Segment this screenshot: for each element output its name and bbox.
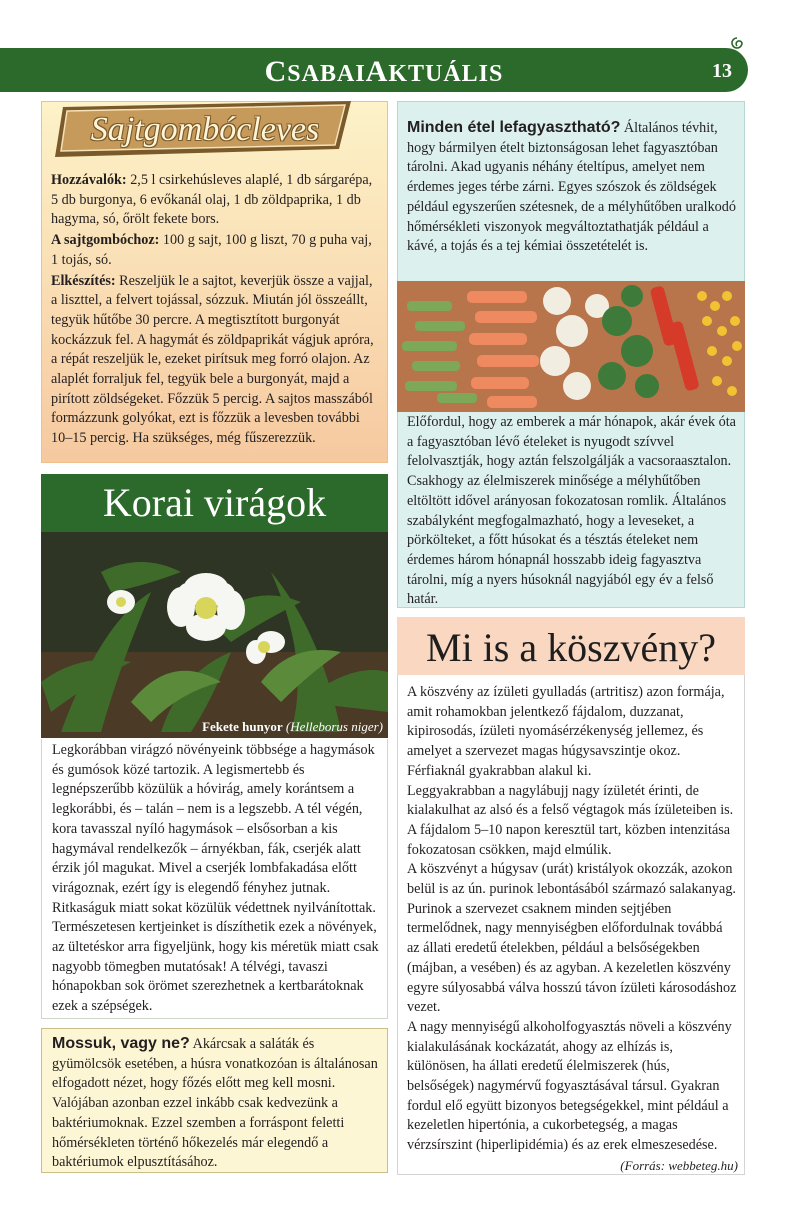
- koszveny-paragraph: Leggyakrabban a nagylábujj nagy ízületét érinti, de kialakulhat az alsó és a felső végtagok más ízületeiben is. A fájdalom 5–10 napon keresztül tart, közben intenzitása fokozatosan csökken, majd elmúlik.: [407, 782, 734, 858]
- koszveny-article: [397, 675, 745, 1175]
- page-number: 13: [712, 60, 732, 82]
- koszveny-paragraph: A nagy mennyiségű alkoholfogyasztás növeli a köszvény kialakulásának kockázatát, ahogy az elhízás is, különösen, ha állati eredetű élelmiszerek (hús, belsőségek) nagymérvű fogyasztásával társul. Gyakran fordul elő együtt bizonyos betegségekkel, mint például a kezeletlen hipertónia, a cukorbetegség, a magas vérzsírszint (hiperlipidémia) és az erek elmeszesedése. (Forrás: webbeteg.hu): [407, 1018, 738, 1156]
- mossuk-body: Akárcsak a saláták és gyümölcsök esetében, a húsra vonatkozóan is általánosan elfogadott nézet, hogy főzés előtt meg kell mosni. Valójában azonban ezzel inkább csak kedvezünk a baktériumoknak. Ezzel szemben a forráspont feletti hőmérsékleten történő hőkezelés már elegendő a baktériumok elpusztításához.: [52, 1036, 378, 1171]
- freeze-intro-text: [407, 118, 737, 257]
- koszveny-paragraph: A köszvény az ízületi gyulladás (artritisz) azon formája, amit rohamokban jelentkező fájdalom, duzzanat, kipirosodás, ízületi nyomásérzékenység jellemez, és amelyet a szervezet magas húgysavszintje okoz. Férfiaknál gyakrabban alakul ki.: [407, 684, 725, 779]
- koszveny-paragraph: A köszvényt a húgysav (urát) kristályok okozzák, azokon belül is az ún. purinok lebontásából származó salakanyag. Purinok a szervezet csaknem minden sejtjében termelődnek, nagy mennyiségben előfordulnak továbbá az állati eredetű ételekben, például a belsőségekben (májban, a vesében) és az agyban. A kezeletlen köszvény egyre súlyosabbá válva hosszú távon ízületi károsodáshoz vezet.: [407, 861, 737, 1016]
- method-label: Elkészítés:: [51, 272, 116, 289]
- freeze-title: Minden étel lefagyasztható?: [407, 119, 621, 136]
- method-text: Reszeljük le a sajtot, keverjük össze a vajjal, a liszttel, a felvert tojással, sózzuk. Miután jól összeállt, tegyük hűtőbe 30 percre. A megtisztított burgonyát kockázzuk fel. A hagymát és zöldpaprikát vágjuk apróra, a répát reszeljük le, ezeket pirítsuk meg forró olajon. Az alaplét forraljuk fel, tegyük bele a burgonyát, majd a pirított zöldségeket. Főzzük 5 percig. A sajtos masszából formázzunk golyókat, ezt is főzzük a levesben további 10–15 percig. Ha szükséges, még fűszerezzük.: [51, 272, 374, 447]
- recipe-text: [51, 171, 377, 450]
- ingredients-label: Hozzávalók:: [51, 172, 127, 188]
- freeze-body-text: Előfordul, hogy az emberek a már hónapok, akár évek óta a fagyasztóban lévő ételeket is nyugodt szívvel felolvasztják, hogy aztán felszolgálják a vacsoraasztalon. Csakhogy az élelmiszerek minősége a mélyhűtőben eltöltött idővel arányosan fokozatosan romlik. Általános szabályként megfogalmazható, hogy a leveseket, a pörkölteket, a főtt húsokat és a tésztás ételeket nem érdemes három hónapnál hosszabb ideig fagyasztva tárolni, míg a nyers húsoknál nagyjából egy év a felső határ.: [407, 414, 736, 608]
- hellebore-photo: [41, 532, 388, 738]
- mossuk-box: [41, 1028, 388, 1173]
- korai-viragok-title: Korai virágok: [41, 474, 388, 532]
- korai-viragok-text: Legkorábban virágzó növényeink többsége a hagymások és gumósok közé tartozik. A legismertebb és legnépszerűbb közülük a hóvirág, amely korántsem a legkorábbi, és – talán – nem is a legszebb. A tél végén, kora tavasszal nyíló hagymások – elsősorban a kis hagymával rendelkezők – árnyékban, fák, cserjék alatt érzik jól magukat. Mivel a cserjék lombfakadása előtt virágoznak, ezért így is elegendő fényhez jutnak. Ritkaságuk miatt sokat közülük védettnek nyilvánítottak. Természetesen kertjeinket is díszíthetik ezek a növények, az ültetéskor arra figyeljünk, hogy kis méretük miatt csak nagyobb tömegben mutatósak! A télvégi, tavaszi hónapokban sok örömet szerezhetnek a kertbarátoknak ezek a szépségek.: [52, 742, 379, 1015]
- korai-viragok-article: [41, 739, 388, 1019]
- frozen-vegetables-photo: [397, 281, 745, 412]
- dumpling-label: A sajtgombóchoz:: [51, 232, 160, 249]
- mossuk-text: [52, 1034, 381, 1173]
- dumpling-text: 100 g sajt, 100 g liszt, 70 g puha vaj, 1 tojás, só.: [51, 232, 372, 268]
- photo-caption: Fekete hunyor (Helleborus niger): [202, 719, 383, 734]
- koszveny-text: [407, 683, 738, 1176]
- magazine-title: CSABAIAKTUÁLIS: [264, 55, 504, 88]
- mossuk-title: Mossuk, vagy ne?: [52, 1035, 190, 1052]
- ingredients-text: 2,5 l csirkehúsleves alaplé, 1 db sárgarépa, 5 db burgonya, 6 evőkanál olaj, 1 db zöldpaprika, 1 db hagyma, só, őrölt fekete bors.: [51, 172, 373, 228]
- source-credit: (Forrás: webbeteg.hu): [620, 1157, 738, 1173]
- freeze-intro: Általános tévhit, hogy bármilyen ételt biztonságosan lehet fagyasztóban tárolni. Akad ugyanis néhány ételtípus, amelyet nem érdemes jeges térbe zárni. Egyes szószok és zöldségek például egyszerűen szétesnek, de a mélyhűtőben uralkodó hőmérsékleti viszonyok megváltoztathatják például a kávé, a tojás és a tej kémiai összetételét is.: [407, 120, 736, 255]
- koszveny-title: Mi is a köszvény?: [397, 617, 745, 675]
- recipe-title: Sajtgombócleves: [90, 111, 320, 148]
